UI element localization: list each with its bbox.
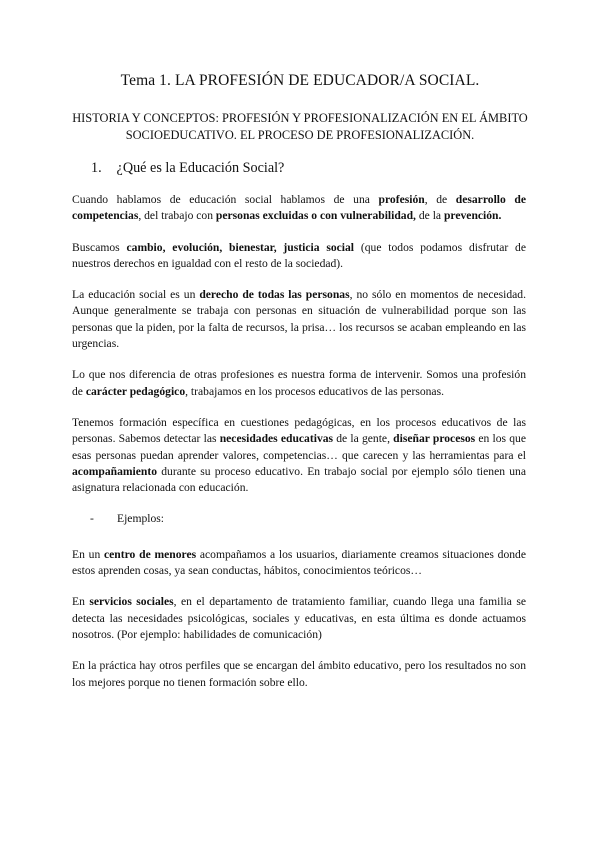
text: Buscamos bbox=[72, 240, 127, 254]
document-subtitle: HISTORIA Y CONCEPTOS: PROFESIÓN Y PROFESIONALIZACIÓN EN EL ÁMBITO SOCIOEDUCATIVO. EL PROCESO DE PROFESIONALIZACIÓN. bbox=[72, 111, 528, 142]
bold-text: necesidades educativas bbox=[219, 432, 334, 446]
text: Cuando hablamos de educación social hablamos de una bbox=[72, 193, 379, 206]
bullet-dash: - bbox=[90, 512, 94, 526]
paragraph-6 bbox=[72, 547, 526, 580]
document-title: Tema 1. LA PROFESIÓN DE EDUCADOR/A SOCIAL. bbox=[120, 72, 480, 89]
text: de la bbox=[415, 209, 444, 223]
paragraph-3 bbox=[72, 287, 526, 352]
text: acompañamos a los usuarios, diariamente creamos situaciones donde estos aprenden cosas, ya sean conductas, hábitos, conocimientos teóricos… bbox=[72, 547, 526, 578]
text: Tenemos formación específica en cuestiones pedagógicas, en los procesos educativos de las personas. Sabemos detectar las bbox=[72, 415, 526, 446]
bold-text: diseñar procesos bbox=[393, 432, 476, 446]
bold-text: personas excluidas o con vulnerabilidad, bbox=[215, 209, 416, 223]
paragraph-1 bbox=[72, 192, 526, 225]
text: , del trabajo con bbox=[138, 209, 216, 223]
paragraph-5 bbox=[72, 415, 526, 496]
text: , no sólo en momentos de necesidad. Aunque generalmente se trabaja con personas en situación de vulnerabilidad porque son las personas que la piden, por la falta de recursos, la prisa… los recursos se acaban empleando en las urgencias. bbox=[72, 288, 526, 351]
text: En un bbox=[72, 547, 105, 561]
text: , de bbox=[424, 193, 456, 206]
section-title: ¿Qué es la Educación Social? bbox=[116, 160, 285, 176]
bold-text: centro de menores bbox=[104, 547, 197, 561]
list-item bbox=[72, 511, 526, 527]
bold-text: acompañamiento bbox=[72, 464, 158, 478]
text: En la práctica hay otros perfiles que se encargan del ámbito educativo, pero los resultados no son los mejores porque no tienen formación sobre ello. bbox=[72, 659, 526, 689]
text: , en el departamento de tratamiento familiar, cuando llega una familia se detecta las necesidades psicológicas, sociales y educativas, en esta última es donde actuamos nosotros. (Por ejemplo: habilidades de comunicación) bbox=[72, 595, 527, 641]
paragraph-2 bbox=[72, 240, 526, 273]
document-body bbox=[72, 192, 526, 706]
section-number: 1. bbox=[91, 160, 102, 176]
list-item-text: Ejemplos: bbox=[117, 512, 165, 526]
section-heading bbox=[91, 160, 284, 177]
bold-text: derecho de todas las personas bbox=[199, 288, 350, 302]
text: , trabajamos en los procesos educativos de las personas. bbox=[185, 384, 444, 398]
text: Lo que nos diferencia de otras profesiones es nuestra forma de intervenir. Somos una profesión de bbox=[72, 368, 526, 398]
bold-text: prevención. bbox=[443, 209, 502, 223]
bold-text: profesión bbox=[378, 193, 425, 206]
paragraph-4 bbox=[72, 367, 526, 400]
bold-text: servicios sociales bbox=[89, 595, 174, 609]
paragraph-7 bbox=[72, 594, 526, 643]
text: (que todos podamos disfrutar de nuestros derechos en igualdad con el resto de la sociedad). bbox=[72, 240, 526, 270]
text: en los que esas personas puedan aprender valores, competencias… que carecen y las herramientas para el bbox=[72, 432, 527, 462]
text: durante su proceso educativo. En trabajo social por ejemplo sólo tienen una asignatura relacionada con educación. bbox=[72, 464, 526, 495]
text: de la gente, bbox=[333, 432, 394, 446]
paragraph-8 bbox=[72, 658, 526, 691]
bold-text: carácter pedagógico bbox=[85, 384, 186, 398]
text: La educación social es un bbox=[72, 288, 200, 302]
text: En bbox=[72, 595, 90, 609]
bold-text: cambio, evolución, bienestar, justicia social bbox=[126, 240, 355, 254]
bold-text: desarrollo de competencias bbox=[72, 193, 527, 223]
